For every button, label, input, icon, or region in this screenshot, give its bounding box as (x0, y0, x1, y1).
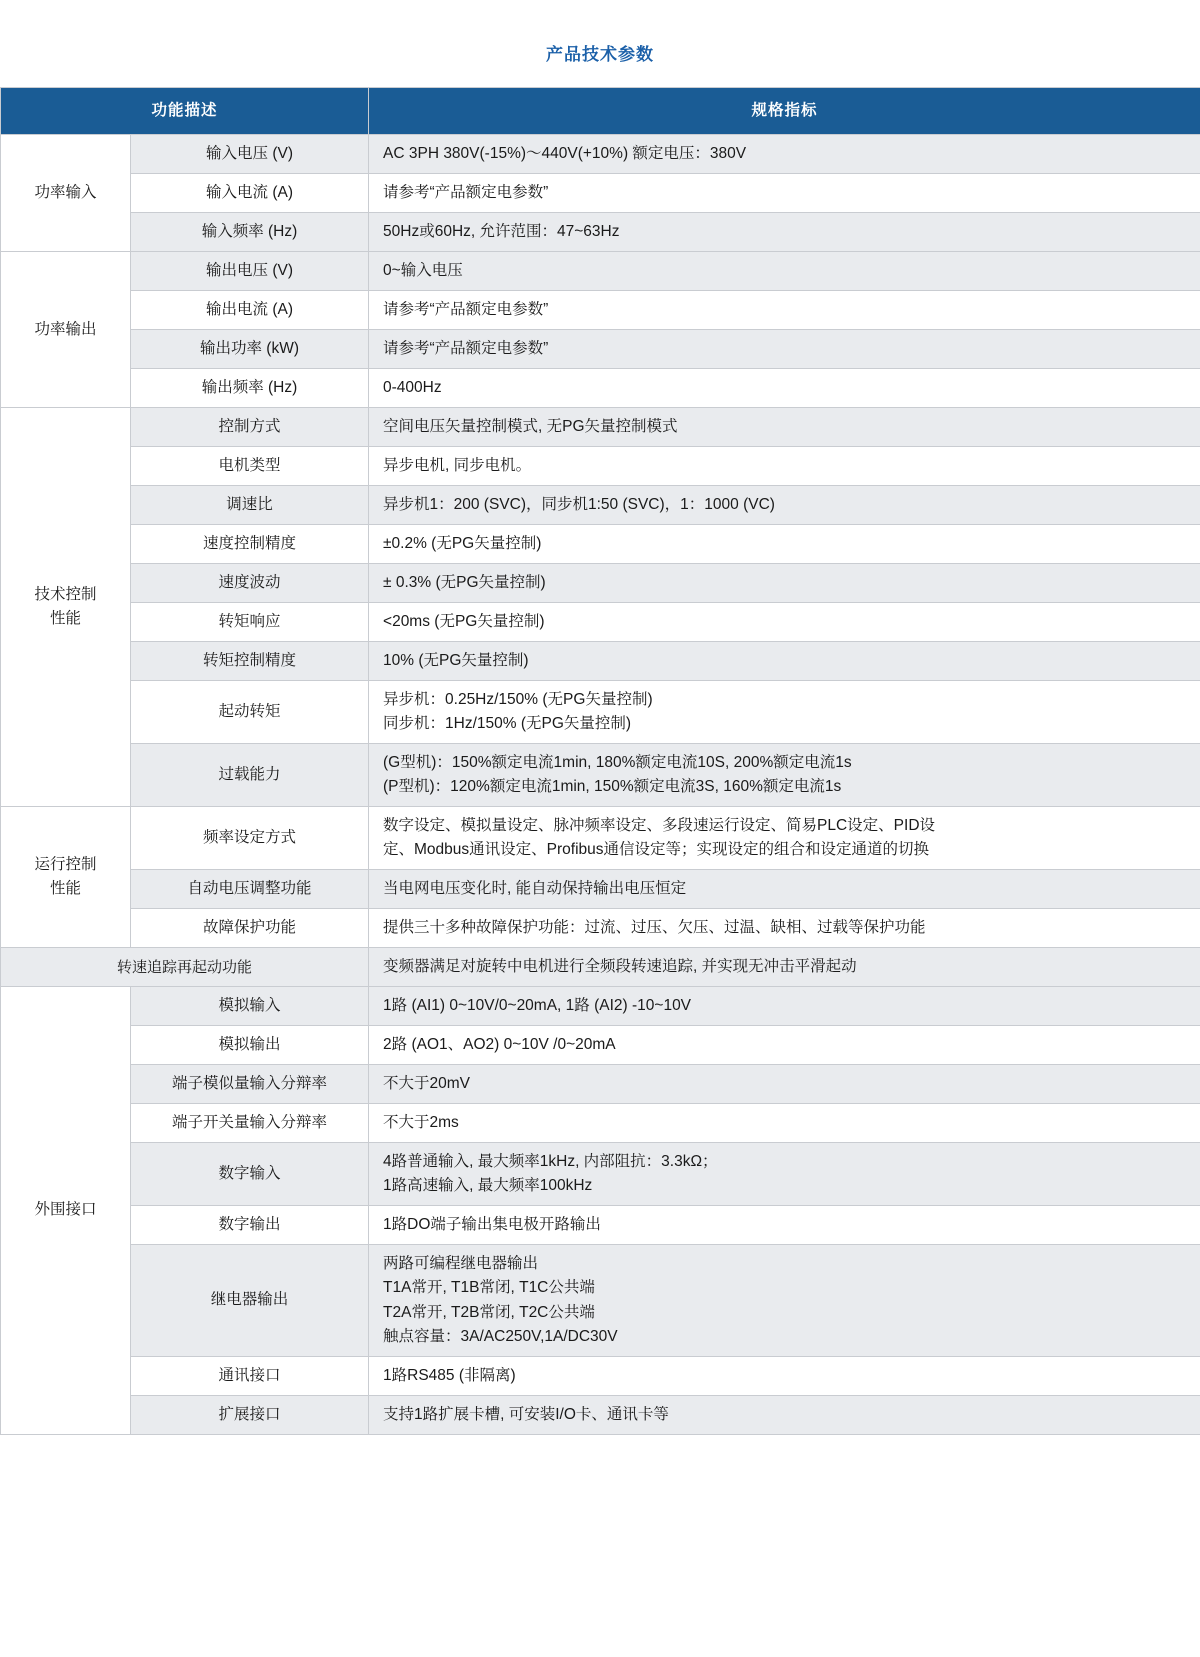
row-value (369, 174, 1200, 213)
row-feature: 起动转矩 (131, 681, 369, 744)
row-value-line: 请参考“产品额定电参数” (383, 184, 549, 202)
row-feature: 模拟输出 (131, 1026, 369, 1065)
row-value-line: T1A常开, T1B常闭, T1C公共端 (383, 1279, 595, 1297)
row-group-label: 功率输出 (1, 252, 131, 408)
row-value-line: 请参考“产品额定电参数” (383, 340, 549, 358)
row-value-line: 触点容量：3A/AC250V,1A/DC30V (383, 1327, 618, 1345)
table-row (1, 252, 1200, 291)
row-value-line: 1路高速输入, 最大频率100kHz (383, 1177, 593, 1195)
table-body (1, 135, 1200, 1435)
row-feature: 转速追踪再起动功能 (1, 948, 369, 987)
row-value-line: 空间电压矢量控制模式, 无PG矢量控制模式 (383, 418, 678, 436)
row-value (369, 1026, 1200, 1065)
row-value (369, 1143, 1200, 1206)
row-value (369, 1245, 1200, 1356)
row-value-line: (P型机)：120%额定电流1min, 150%额定电流3S, 160%额定电流1s (383, 778, 842, 796)
row-value-line: 定、Modbus通讯设定、Profibus通信设定等；实现设定的组合和设定通道的切换 (383, 841, 930, 859)
spec-table (0, 87, 1200, 1435)
row-value (369, 525, 1200, 564)
row-value-line: <20ms (无PG矢量控制) (383, 613, 545, 631)
row-group-label: 功率输入 (1, 135, 131, 252)
row-value-line: 1路RS485 (非隔离) (383, 1366, 516, 1384)
row-value-line: 50Hz或60Hz, 允许范围：47~63Hz (383, 223, 620, 241)
row-value (369, 1206, 1200, 1245)
row-value-line: 0~输入电压 (383, 262, 463, 280)
row-feature: 自动电压调整功能 (131, 870, 369, 909)
row-value (369, 252, 1200, 291)
row-value (369, 486, 1200, 525)
table-row (1, 408, 1200, 447)
page-title: 产品技术参数 (546, 45, 654, 64)
table-row (1, 1356, 1200, 1395)
table-row (1, 174, 1200, 213)
table-row (1, 330, 1200, 369)
table-row (1, 447, 1200, 486)
table-row (1, 525, 1200, 564)
row-value-line: 支持1路扩展卡槽, 可安装I/O卡、通讯卡等 (383, 1405, 669, 1423)
table-row (1, 987, 1200, 1026)
row-value (369, 1065, 1200, 1104)
row-value-line: 10% (无PG矢量控制) (383, 652, 529, 670)
table-row (1, 681, 1200, 744)
row-group-label: 技术控制 性能 (1, 408, 131, 807)
row-value-line: 不大于20mV (383, 1075, 471, 1093)
row-value-line: 两路可编程继电器输出 (383, 1255, 539, 1273)
row-feature: 输出电流 (A) (131, 291, 369, 330)
table-header-row (1, 88, 1200, 135)
table-row (1, 909, 1200, 948)
row-feature: 转矩控制精度 (131, 642, 369, 681)
row-feature: 扩展接口 (131, 1395, 369, 1434)
row-value (369, 807, 1200, 870)
row-value-line: 1路DO端子输出集电极开路输出 (383, 1216, 601, 1234)
table-header-spec: 规格指标 (369, 88, 1200, 135)
row-feature: 模拟输入 (131, 987, 369, 1026)
row-value (369, 369, 1200, 408)
row-value-line: 0-400Hz (383, 379, 442, 397)
row-feature: 输入电压 (V) (131, 135, 369, 174)
row-value (369, 744, 1200, 807)
row-group-label: 外围接口 (1, 987, 131, 1434)
row-value (369, 447, 1200, 486)
row-value-line: 异步电机, 同步电机。 (383, 457, 532, 475)
table-row (1, 603, 1200, 642)
row-feature: 速度波动 (131, 564, 369, 603)
row-feature: 输出电压 (V) (131, 252, 369, 291)
table-row (1, 1143, 1200, 1206)
table-row (1, 1026, 1200, 1065)
table-row (1, 1395, 1200, 1434)
row-value (369, 603, 1200, 642)
row-feature: 转矩响应 (131, 603, 369, 642)
row-feature: 电机类型 (131, 447, 369, 486)
row-value-line: 同步机：1Hz/150% (无PG矢量控制) (383, 715, 632, 733)
table-header-feature: 功能描述 (1, 88, 369, 135)
table-row (1, 1206, 1200, 1245)
row-feature: 输入频率 (Hz) (131, 213, 369, 252)
row-value-line: 当电网电压变化时, 能自动保持输出电压恒定 (383, 880, 687, 898)
row-value-line: 异步机1：200 (SVC)，同步机1:50 (SVC)，1：1000 (VC) (383, 496, 775, 514)
row-value (369, 909, 1200, 948)
row-value (369, 948, 1200, 987)
row-value-line: 1路 (AI1) 0~10V/0~20mA, 1路 (AI2) -10~10V (383, 997, 692, 1015)
row-value (369, 330, 1200, 369)
table-row (1, 564, 1200, 603)
row-value (369, 564, 1200, 603)
row-feature: 故障保护功能 (131, 909, 369, 948)
row-value-line: 数字设定、模拟量设定、脉冲频率设定、多段速运行设定、简易PLC设定、PID设 (383, 817, 936, 835)
row-feature: 过载能力 (131, 744, 369, 807)
row-feature: 端子模似量输入分辩率 (131, 1065, 369, 1104)
table-row (1, 369, 1200, 408)
row-value (369, 135, 1200, 174)
row-feature: 输入电流 (A) (131, 174, 369, 213)
row-feature: 数字输出 (131, 1206, 369, 1245)
table-row (1, 1104, 1200, 1143)
table-row (1, 870, 1200, 909)
row-value-line: 异步机：0.25Hz/150% (无PG矢量控制) (383, 691, 653, 709)
table-row (1, 1245, 1200, 1356)
row-feature: 控制方式 (131, 408, 369, 447)
row-group-label: 运行控制 性能 (1, 807, 131, 948)
row-value-line: (G型机)：150%额定电流1min, 180%额定电流10S, 200%额定电流1s (383, 754, 852, 772)
row-feature: 输出功率 (kW) (131, 330, 369, 369)
row-value-line: T2A常开, T2B常闭, T2C公共端 (383, 1303, 595, 1321)
row-value (369, 870, 1200, 909)
table-head (1, 88, 1200, 135)
row-value (369, 642, 1200, 681)
row-value-line: 不大于2ms (383, 1114, 459, 1132)
row-value (369, 213, 1200, 252)
row-feature: 输出频率 (Hz) (131, 369, 369, 408)
row-value-line: 提供三十多种故障保护功能：过流、过压、欠压、过温、缺相、过载等保护功能 (383, 919, 926, 937)
row-feature: 端子开关量输入分辩率 (131, 1104, 369, 1143)
row-value (369, 681, 1200, 744)
row-value (369, 1395, 1200, 1434)
row-feature: 继电器输出 (131, 1245, 369, 1356)
table-row (1, 948, 1200, 987)
table-row (1, 744, 1200, 807)
table-row (1, 213, 1200, 252)
row-value (369, 1104, 1200, 1143)
row-value-line: 请参考“产品额定电参数” (383, 301, 549, 319)
table-row (1, 486, 1200, 525)
row-feature: 速度控制精度 (131, 525, 369, 564)
row-feature: 调速比 (131, 486, 369, 525)
table-row (1, 1065, 1200, 1104)
row-value-line: 2路 (AO1、AO2) 0~10V /0~20mA (383, 1036, 616, 1054)
row-value (369, 408, 1200, 447)
row-value (369, 291, 1200, 330)
row-feature: 频率设定方式 (131, 807, 369, 870)
row-value-line: 变频器满足对旋转中电机进行全频段转速追踪, 并实现无冲击平滑起动 (383, 958, 857, 976)
table-row (1, 291, 1200, 330)
row-value (369, 1356, 1200, 1395)
table-row (1, 135, 1200, 174)
row-value-line: ±0.2% (无PG矢量控制) (383, 535, 542, 553)
row-feature: 通讯接口 (131, 1356, 369, 1395)
table-row (1, 642, 1200, 681)
table-row (1, 807, 1200, 870)
row-feature: 数字输入 (131, 1143, 369, 1206)
row-value-line: AC 3PH 380V(-15%)～440V(+10%) 额定电压：380V (383, 145, 747, 162)
row-value-line: 4路普通输入, 最大频率1kHz, 内部阻抗：3.3kΩ； (383, 1153, 718, 1171)
row-value-line: ± 0.3% (无PG矢量控制) (383, 574, 546, 592)
row-value (369, 987, 1200, 1026)
